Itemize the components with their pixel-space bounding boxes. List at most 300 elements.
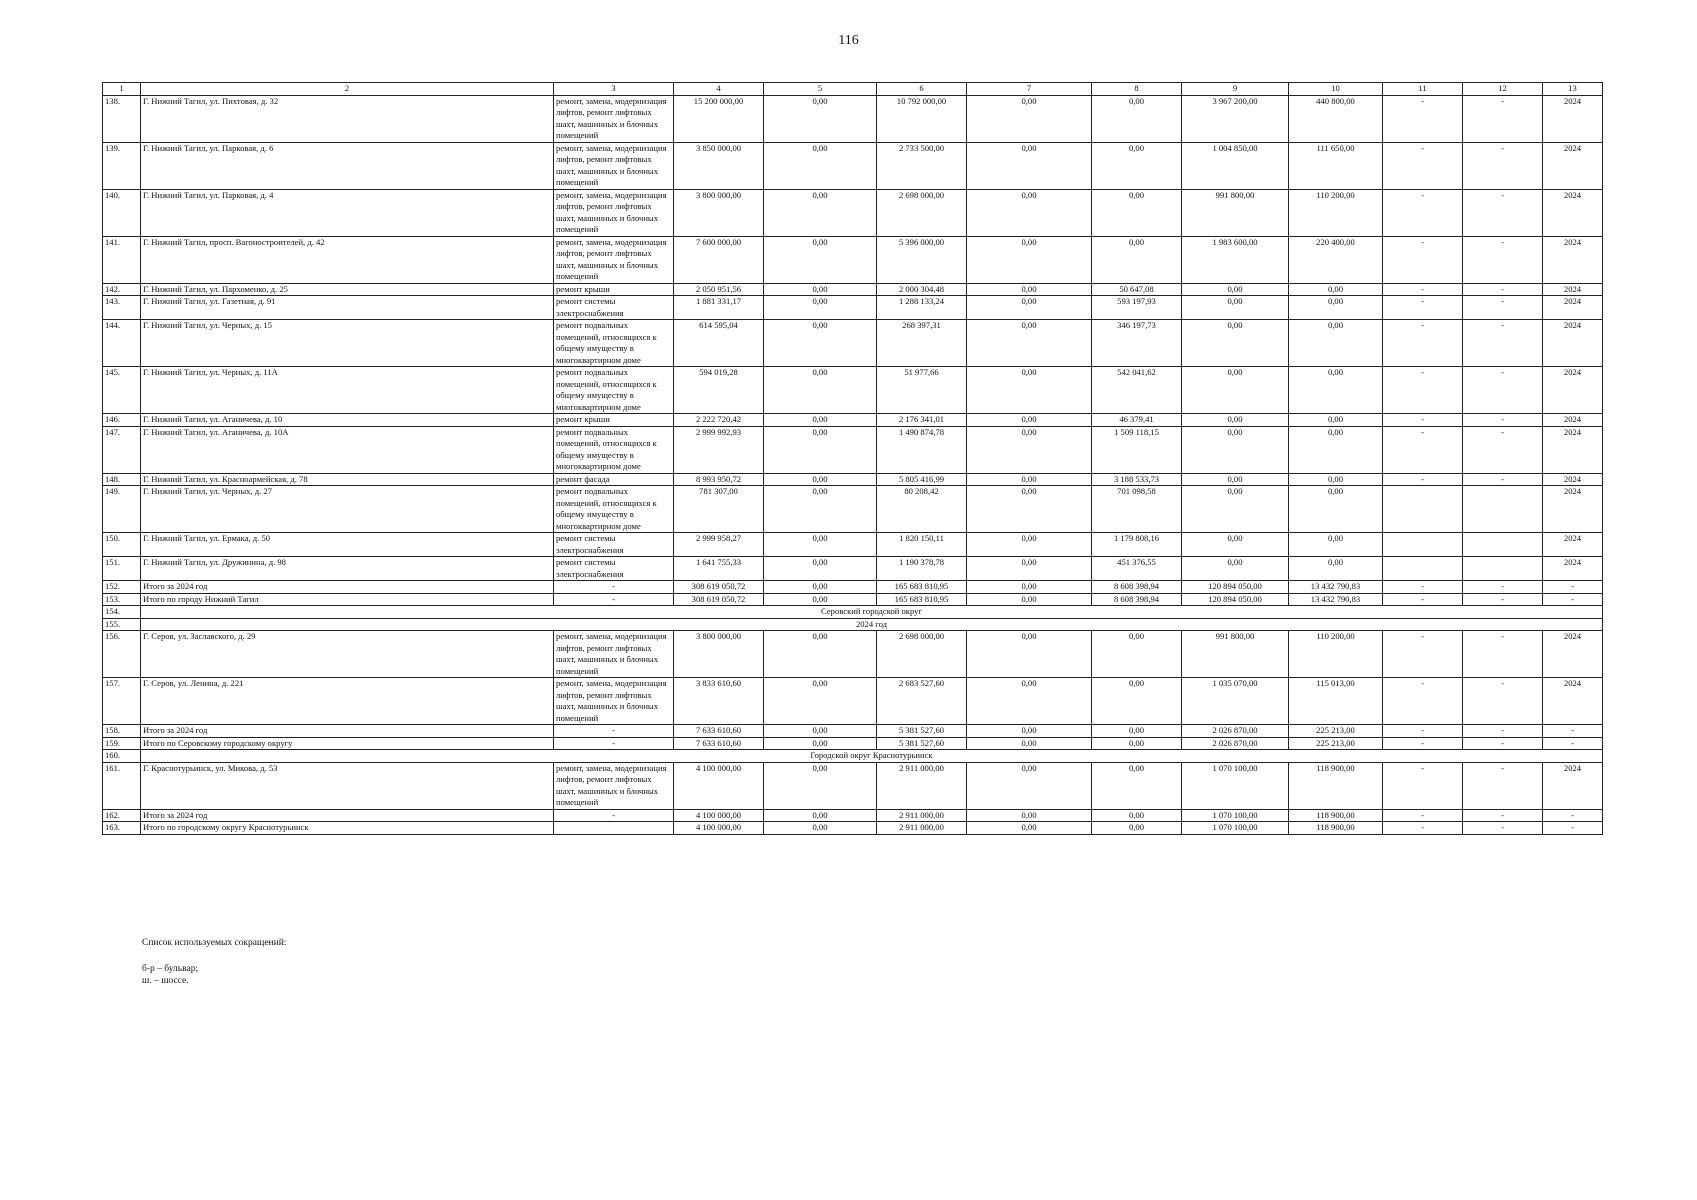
municipal-funds-cell: 0,00	[967, 822, 1092, 835]
column-header: 2	[141, 83, 554, 96]
work-type-cell: ремонт крыши	[554, 414, 674, 427]
fund-share-cell: 0,00	[764, 142, 877, 189]
total-cost-cell: 3 800 000,00	[674, 631, 764, 678]
total-cost-cell: 2 222 720,42	[674, 414, 764, 427]
table-row	[103, 426, 1603, 473]
federal-funds-cell: 120 894 050,00	[1182, 593, 1289, 606]
municipal-funds-cell: 0,00	[967, 320, 1092, 367]
regional-funds-cell: 0,00	[1289, 426, 1383, 473]
federal-funds-cell: 1 004 850,00	[1182, 142, 1289, 189]
regional-operator-funds-cell: 2 733 500,00	[877, 142, 967, 189]
col-11-cell: -	[1383, 762, 1463, 809]
municipal-funds-cell: 0,00	[967, 189, 1092, 236]
col-11-cell: -	[1383, 725, 1463, 738]
col-12-cell	[1463, 557, 1543, 581]
regional-funds-cell: 111 650,00	[1289, 142, 1383, 189]
abbreviation-item: б-р – бульвар;	[142, 964, 199, 974]
col-12-cell: -	[1463, 142, 1543, 189]
col-12-cell: -	[1463, 593, 1543, 606]
municipal-funds-cell: 0,00	[967, 557, 1092, 581]
federal-funds-cell: 1 070 100,00	[1182, 809, 1289, 822]
fund-share-cell: 0,00	[764, 367, 877, 414]
address-cell: Г. Серов, ул. Ленина, д. 221	[141, 678, 554, 725]
owners-funds-cell: 8 608 398,94	[1092, 593, 1182, 606]
municipal-funds-cell: 0,00	[967, 473, 1092, 486]
total-cost-cell: 308 619 050,72	[674, 593, 764, 606]
col-11-cell: -	[1383, 822, 1463, 835]
work-type-cell: ремонт системы электроснабжения	[554, 533, 674, 557]
regional-operator-funds-cell: 2 698 000,00	[877, 189, 967, 236]
col-11-cell: -	[1383, 320, 1463, 367]
federal-funds-cell: 991 800,00	[1182, 189, 1289, 236]
address-cell: Г. Нижний Тагил, ул. Красноармейская, д. 78	[141, 473, 554, 486]
address-cell: Г. Нижний Тагил, ул. Ермака, д. 50	[141, 533, 554, 557]
year-cell: 2024	[1543, 486, 1603, 533]
row-number-cell: 149.	[103, 486, 141, 533]
row-number-cell: 155.	[103, 618, 141, 631]
regional-operator-funds-cell: 1 490 874,78	[877, 426, 967, 473]
column-header: 7	[967, 83, 1092, 96]
regional-funds-cell: 0,00	[1289, 473, 1383, 486]
table-row	[103, 762, 1603, 809]
address-cell: Итого за 2024 год	[141, 725, 554, 738]
column-header: 13	[1543, 83, 1603, 96]
federal-funds-cell: 1 983 600,00	[1182, 236, 1289, 283]
total-cost-cell: 4 100 000,00	[674, 809, 764, 822]
year-cell: -	[1543, 809, 1603, 822]
owners-funds-cell: 1 509 118,15	[1092, 426, 1182, 473]
address-cell: Г. Нижний Тагил, просп. Вагоностроителей, д. 42	[141, 236, 554, 283]
row-number-cell: 147.	[103, 426, 141, 473]
col-11-cell	[1383, 486, 1463, 533]
row-number-cell: 163.	[103, 822, 141, 835]
address-cell: Итого за 2024 год	[141, 809, 554, 822]
table-row	[103, 296, 1603, 320]
total-row	[103, 581, 1603, 594]
municipal-funds-cell: 0,00	[967, 236, 1092, 283]
regional-operator-funds-cell: 5 396 000,00	[877, 236, 967, 283]
col-12-cell: -	[1463, 236, 1543, 283]
federal-funds-cell: 0,00	[1182, 486, 1289, 533]
address-cell: Г. Нижний Тагил, ул. Пархоменко, д. 25	[141, 283, 554, 296]
fund-share-cell: 0,00	[764, 283, 877, 296]
col-11-cell: -	[1383, 473, 1463, 486]
work-type-cell: -	[554, 737, 674, 750]
year-cell: 2024	[1543, 426, 1603, 473]
table-row	[103, 95, 1603, 142]
row-number-cell: 143.	[103, 296, 141, 320]
owners-funds-cell: 0,00	[1092, 236, 1182, 283]
owners-funds-cell: 0,00	[1092, 762, 1182, 809]
work-type-cell: ремонт фасада	[554, 473, 674, 486]
year-cell: 2024	[1543, 557, 1603, 581]
year-cell: 2024	[1543, 533, 1603, 557]
address-cell: Г. Нижний Тагил, ул. Аганичева, д. 10А	[141, 426, 554, 473]
municipal-funds-cell: 0,00	[967, 533, 1092, 557]
work-type-cell: -	[554, 581, 674, 594]
row-number-cell: 144.	[103, 320, 141, 367]
table-row	[103, 283, 1603, 296]
section-row	[103, 606, 1603, 619]
total-cost-cell: 594 019,28	[674, 367, 764, 414]
federal-funds-cell: 1 070 100,00	[1182, 762, 1289, 809]
municipal-funds-cell: 0,00	[967, 296, 1092, 320]
col-11-cell: -	[1383, 809, 1463, 822]
regional-operator-funds-cell: 51 977,66	[877, 367, 967, 414]
municipal-funds-cell: 0,00	[967, 426, 1092, 473]
year-cell: 2024	[1543, 762, 1603, 809]
total-cost-cell: 15 200 000,00	[674, 95, 764, 142]
federal-funds-cell: 0,00	[1182, 283, 1289, 296]
regional-funds-cell: 0,00	[1289, 367, 1383, 414]
address-cell: Итого по Серовскому городскому округу	[141, 737, 554, 750]
owners-funds-cell: 1 179 808,16	[1092, 533, 1182, 557]
fund-share-cell: 0,00	[764, 426, 877, 473]
address-cell: Итого по городскому округу Краснотурьинск	[141, 822, 554, 835]
owners-funds-cell: 8 608 398,94	[1092, 581, 1182, 594]
regional-funds-cell: 110 200,00	[1289, 189, 1383, 236]
owners-funds-cell: 3 188 533,73	[1092, 473, 1182, 486]
owners-funds-cell: 701 098,58	[1092, 486, 1182, 533]
federal-funds-cell: 2 026 870,00	[1182, 737, 1289, 750]
year-cell: 2024	[1543, 296, 1603, 320]
regional-operator-funds-cell: 268 397,31	[877, 320, 967, 367]
address-cell: Г. Нижний Тагил, ул. Парковая, д. 6	[141, 142, 554, 189]
col-12-cell: -	[1463, 283, 1543, 296]
regional-operator-funds-cell: 165 683 810,95	[877, 593, 967, 606]
work-type-cell: -	[554, 593, 674, 606]
col-11-cell	[1383, 533, 1463, 557]
fund-share-cell: 0,00	[764, 486, 877, 533]
regional-operator-funds-cell: 5 381 527,60	[877, 725, 967, 738]
year-cell: 2024	[1543, 631, 1603, 678]
regional-operator-funds-cell: 5 805 416,99	[877, 473, 967, 486]
work-type-cell: ремонт крыши	[554, 283, 674, 296]
year-cell: -	[1543, 737, 1603, 750]
owners-funds-cell: 0,00	[1092, 631, 1182, 678]
column-number-row	[103, 83, 1603, 96]
municipal-funds-cell: 0,00	[967, 631, 1092, 678]
address-cell: Г. Нижний Тагил, ул. Газетная, д. 91	[141, 296, 554, 320]
regional-operator-funds-cell: 1 190 378,78	[877, 557, 967, 581]
regional-funds-cell: 0,00	[1289, 283, 1383, 296]
col-11-cell: -	[1383, 631, 1463, 678]
federal-funds-cell: 0,00	[1182, 557, 1289, 581]
municipal-funds-cell: 0,00	[967, 762, 1092, 809]
work-type-cell: -	[554, 809, 674, 822]
column-header: 1	[103, 83, 141, 96]
regional-funds-cell: 0,00	[1289, 296, 1383, 320]
total-cost-cell: 2 050 951,56	[674, 283, 764, 296]
municipal-funds-cell: 0,00	[967, 414, 1092, 427]
table-row	[103, 473, 1603, 486]
regional-operator-funds-cell: 2 911 000,00	[877, 822, 967, 835]
section-row	[103, 618, 1603, 631]
abbreviation-item: ш. – шоссе.	[142, 976, 189, 986]
table-row	[103, 367, 1603, 414]
col-12-cell: -	[1463, 678, 1543, 725]
owners-funds-cell: 0,00	[1092, 678, 1182, 725]
owners-funds-cell: 0,00	[1092, 809, 1182, 822]
row-number-cell: 151.	[103, 557, 141, 581]
regional-funds-cell: 110 200,00	[1289, 631, 1383, 678]
federal-funds-cell: 1 035 070,00	[1182, 678, 1289, 725]
section-title-cell: Серовский городской округ	[141, 606, 1603, 619]
row-number-cell: 153.	[103, 593, 141, 606]
col-12-cell: -	[1463, 762, 1543, 809]
total-cost-cell: 8 993 950,72	[674, 473, 764, 486]
total-cost-cell: 614 595,04	[674, 320, 764, 367]
owners-funds-cell: 0,00	[1092, 822, 1182, 835]
municipal-funds-cell: 0,00	[967, 737, 1092, 750]
col-11-cell: -	[1383, 593, 1463, 606]
municipal-funds-cell: 0,00	[967, 581, 1092, 594]
col-11-cell: -	[1383, 95, 1463, 142]
fund-share-cell: 0,00	[764, 737, 877, 750]
federal-funds-cell: 0,00	[1182, 414, 1289, 427]
fund-share-cell: 0,00	[764, 593, 877, 606]
year-cell: 2024	[1543, 142, 1603, 189]
column-header: 5	[764, 83, 877, 96]
table-row	[103, 142, 1603, 189]
regional-funds-cell: 0,00	[1289, 320, 1383, 367]
federal-funds-cell: 991 800,00	[1182, 631, 1289, 678]
total-cost-cell: 4 100 000,00	[674, 762, 764, 809]
col-11-cell: -	[1383, 142, 1463, 189]
col-11-cell: -	[1383, 367, 1463, 414]
col-12-cell: -	[1463, 320, 1543, 367]
table-row	[103, 533, 1603, 557]
column-header: 11	[1383, 83, 1463, 96]
row-number-cell: 158.	[103, 725, 141, 738]
address-cell: Г. Нижний Тагил, ул. Дружинина, д. 98	[141, 557, 554, 581]
total-row	[103, 725, 1603, 738]
regional-operator-funds-cell: 2 683 527,60	[877, 678, 967, 725]
section-title-cell: Городской округ Краснотурьинск	[141, 750, 1603, 763]
regional-operator-funds-cell: 1 288 133,24	[877, 296, 967, 320]
total-cost-cell: 1 641 755,33	[674, 557, 764, 581]
federal-funds-cell: 0,00	[1182, 367, 1289, 414]
year-cell: 2024	[1543, 283, 1603, 296]
total-cost-cell: 7 633 610,60	[674, 737, 764, 750]
col-11-cell: -	[1383, 678, 1463, 725]
total-cost-cell: 3 833 610,60	[674, 678, 764, 725]
municipal-funds-cell: 0,00	[967, 95, 1092, 142]
regional-funds-cell: 0,00	[1289, 533, 1383, 557]
regional-funds-cell: 118 900,00	[1289, 762, 1383, 809]
federal-funds-cell: 0,00	[1182, 320, 1289, 367]
column-header: 9	[1182, 83, 1289, 96]
fund-share-cell: 0,00	[764, 631, 877, 678]
work-type-cell: ремонт системы электроснабжения	[554, 296, 674, 320]
col-11-cell: -	[1383, 426, 1463, 473]
column-header: 8	[1092, 83, 1182, 96]
owners-funds-cell: 0,00	[1092, 95, 1182, 142]
total-cost-cell: 3 850 000,00	[674, 142, 764, 189]
year-cell: -	[1543, 822, 1603, 835]
col-12-cell: -	[1463, 581, 1543, 594]
regional-operator-funds-cell: 2 176 341,01	[877, 414, 967, 427]
federal-funds-cell: 2 026 870,00	[1182, 725, 1289, 738]
regional-operator-funds-cell: 2 000 304,48	[877, 283, 967, 296]
regional-funds-cell: 225 213,00	[1289, 725, 1383, 738]
federal-funds-cell: 0,00	[1182, 426, 1289, 473]
fund-share-cell: 0,00	[764, 473, 877, 486]
col-11-cell: -	[1383, 737, 1463, 750]
regional-operator-funds-cell: 2 911 000,00	[877, 809, 967, 822]
notes-spacer	[142, 949, 286, 963]
address-cell: Г. Нижний Тагил, ул. Парковая, д. 4	[141, 189, 554, 236]
fund-share-cell: 0,00	[764, 320, 877, 367]
col-12-cell: -	[1463, 426, 1543, 473]
federal-funds-cell: 0,00	[1182, 473, 1289, 486]
owners-funds-cell: 50 647,08	[1092, 283, 1182, 296]
work-type-cell: ремонт, замена, модернизация лифтов, ремонт лифтовых шахт, машинных и блочных помещений	[554, 236, 674, 283]
federal-funds-cell: 3 967 200,00	[1182, 95, 1289, 142]
municipal-funds-cell: 0,00	[967, 809, 1092, 822]
col-11-cell: -	[1383, 581, 1463, 594]
table-row	[103, 189, 1603, 236]
total-row	[103, 593, 1603, 606]
fund-share-cell: 0,00	[764, 557, 877, 581]
row-number-cell: 162.	[103, 809, 141, 822]
fund-share-cell: 0,00	[764, 533, 877, 557]
regional-funds-cell: 118 900,00	[1289, 809, 1383, 822]
owners-funds-cell: 0,00	[1092, 737, 1182, 750]
year-cell: -	[1543, 593, 1603, 606]
abbreviations-title: Список используемых сокращений:	[142, 938, 287, 948]
work-type-cell: ремонт системы электроснабжения	[554, 557, 674, 581]
regional-operator-funds-cell: 10 792 000,00	[877, 95, 967, 142]
row-number-cell: 145.	[103, 367, 141, 414]
col-11-cell: -	[1383, 414, 1463, 427]
col-12-cell: -	[1463, 414, 1543, 427]
year-cell: 2024	[1543, 367, 1603, 414]
work-type-cell: ремонт, замена, модернизация лифтов, ремонт лифтовых шахт, машинных и блочных помещений	[554, 762, 674, 809]
work-type-cell: ремонт, замена, модернизация лифтов, ремонт лифтовых шахт, машинных и блочных помещений	[554, 142, 674, 189]
address-cell: Г. Нижний Тагил, ул. Аганичева, д. 10	[141, 414, 554, 427]
municipal-funds-cell: 0,00	[967, 142, 1092, 189]
address-cell: Итого по городу Нижний Тагил	[141, 593, 554, 606]
federal-funds-cell: 0,00	[1182, 296, 1289, 320]
section-title-cell: 2024 год	[141, 618, 1603, 631]
col-11-cell: -	[1383, 189, 1463, 236]
row-number-cell: 141.	[103, 236, 141, 283]
owners-funds-cell: 542 041,62	[1092, 367, 1182, 414]
table-row	[103, 414, 1603, 427]
regional-operator-funds-cell: 1 820 150,11	[877, 533, 967, 557]
row-number-cell: 156.	[103, 631, 141, 678]
fund-share-cell: 0,00	[764, 725, 877, 738]
total-row	[103, 822, 1603, 835]
owners-funds-cell: 346 197,73	[1092, 320, 1182, 367]
fund-share-cell: 0,00	[764, 189, 877, 236]
table-row	[103, 678, 1603, 725]
owners-funds-cell: 0,00	[1092, 142, 1182, 189]
regional-funds-cell: 118 900,00	[1289, 822, 1383, 835]
fund-share-cell: 0,00	[764, 236, 877, 283]
year-cell: 2024	[1543, 678, 1603, 725]
address-cell: Г. Нижний Тагил, ул. Черных, д. 27	[141, 486, 554, 533]
regional-funds-cell: 115 013,00	[1289, 678, 1383, 725]
table-row	[103, 557, 1603, 581]
col-12-cell: -	[1463, 367, 1543, 414]
total-cost-cell: 2 999 992,93	[674, 426, 764, 473]
col-12-cell	[1463, 533, 1543, 557]
regional-funds-cell: 0,00	[1289, 486, 1383, 533]
section-row	[103, 750, 1603, 763]
year-cell: -	[1543, 725, 1603, 738]
address-cell: Г. Краснотурьинск, ул. Микова, д. 53	[141, 762, 554, 809]
work-type-cell: ремонт подвальных помещений, относящихся к общему имуществу в многоквартирном доме	[554, 367, 674, 414]
work-type-cell: ремонт подвальных помещений, относящихся к общему имуществу в многоквартирном доме	[554, 426, 674, 473]
col-12-cell: -	[1463, 822, 1543, 835]
regional-operator-funds-cell: 80 208,42	[877, 486, 967, 533]
row-number-cell: 142.	[103, 283, 141, 296]
work-type-cell: ремонт подвальных помещений, относящихся к общему имуществу в многоквартирном доме	[554, 320, 674, 367]
address-cell: Г. Нижний Тагил, ул. Черных, д. 15	[141, 320, 554, 367]
row-number-cell: 150.	[103, 533, 141, 557]
fund-share-cell: 0,00	[764, 296, 877, 320]
row-number-cell: 157.	[103, 678, 141, 725]
row-number-cell: 140.	[103, 189, 141, 236]
regional-operator-funds-cell: 2 698 000,00	[877, 631, 967, 678]
fund-share-cell: 0,00	[764, 822, 877, 835]
owners-funds-cell: 451 376,55	[1092, 557, 1182, 581]
municipal-funds-cell: 0,00	[967, 367, 1092, 414]
year-cell: 2024	[1543, 95, 1603, 142]
row-number-cell: 138.	[103, 95, 141, 142]
owners-funds-cell: 593 197,93	[1092, 296, 1182, 320]
col-12-cell: -	[1463, 473, 1543, 486]
total-cost-cell: 7 633 610,60	[674, 725, 764, 738]
work-type-cell	[554, 822, 674, 835]
row-number-cell: 148.	[103, 473, 141, 486]
col-11-cell: -	[1383, 236, 1463, 283]
regional-funds-cell: 440 800,00	[1289, 95, 1383, 142]
total-row	[103, 737, 1603, 750]
work-type-cell: ремонт подвальных помещений, относящихся к общему имуществу в многоквартирном доме	[554, 486, 674, 533]
col-11-cell: -	[1383, 296, 1463, 320]
work-type-cell: ремонт, замена, модернизация лифтов, ремонт лифтовых шахт, машинных и блочных помещений	[554, 678, 674, 725]
regional-funds-cell: 220 400,00	[1289, 236, 1383, 283]
table-row	[103, 236, 1603, 283]
fund-share-cell: 0,00	[764, 95, 877, 142]
address-cell: Г. Серов, ул. Заславского, д. 29	[141, 631, 554, 678]
year-cell: 2024	[1543, 189, 1603, 236]
fund-share-cell: 0,00	[764, 809, 877, 822]
table-row	[103, 631, 1603, 678]
fund-share-cell: 0,00	[764, 581, 877, 594]
year-cell: 2024	[1543, 320, 1603, 367]
regional-funds-cell: 0,00	[1289, 557, 1383, 581]
federal-funds-cell: 120 894 050,00	[1182, 581, 1289, 594]
col-11-cell	[1383, 557, 1463, 581]
address-cell: Итого за 2024 год	[141, 581, 554, 594]
regional-operator-funds-cell: 2 911 000,00	[877, 762, 967, 809]
column-header: 12	[1463, 83, 1543, 96]
federal-funds-cell: 0,00	[1182, 533, 1289, 557]
fund-share-cell: 0,00	[764, 414, 877, 427]
row-number-cell: 152.	[103, 581, 141, 594]
total-cost-cell: 308 619 050,72	[674, 581, 764, 594]
regional-funds-cell: 225 213,00	[1289, 737, 1383, 750]
total-cost-cell: 781 307,00	[674, 486, 764, 533]
owners-funds-cell: 0,00	[1092, 189, 1182, 236]
regional-funds-cell: 0,00	[1289, 414, 1383, 427]
row-number-cell: 154.	[103, 606, 141, 619]
col-12-cell: -	[1463, 95, 1543, 142]
